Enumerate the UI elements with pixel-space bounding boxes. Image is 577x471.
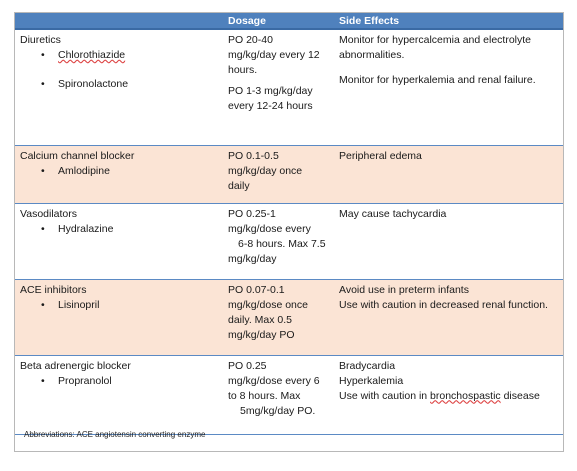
bullet-icon: • [41,374,45,387]
drug-class: Vasodilators [20,207,78,220]
drug-item: • Spironolactone [41,78,129,90]
side-effects-cell: Avoid use in preterm infants Use with caution in decreased renal function. [339,283,548,311]
drug-list [20,374,218,389]
table-row-ace-inhibitors [15,279,563,355]
drug-item: • Hydralazine [41,222,114,235]
table-row-beta-adrenergic-blocker [15,355,563,434]
drug-list [20,298,218,313]
drug-list [20,48,218,92]
drug-item: • Amlodipine [41,164,110,177]
drug-item: • Chlorothiazide [41,49,126,61]
drug-list [20,222,218,237]
table-row-vasodilators [15,203,563,279]
dosage-cell: PO 0.1-0.5 mg/kg/day once daily [228,149,303,192]
bullet-icon: • [41,78,45,90]
bullet-icon: • [41,49,45,61]
bullet-icon: • [41,164,45,177]
medication-table [15,13,563,435]
drug-list [20,164,218,179]
dosage-cell: PO 0.25-1 mg/kg/dose every 6-8 hours. Max 7.5 mg/kg/day [228,207,326,265]
drug-cell [15,29,223,145]
drug-cell [15,145,223,203]
drug-cell [15,355,223,434]
side-effects-cell: May cause tachycardia [339,207,447,220]
drug-class: Calcium channel blocker [20,149,135,162]
header-dosage: Dosage [223,13,334,29]
document-frame [14,12,564,452]
drug-cell [15,203,223,279]
abbreviations-footnote: Abbreviations: ACE angiotensin converting enzyme [24,430,206,439]
spellcheck-word: bronchospastic [430,389,501,402]
header-side-effects: Side Effects [334,13,563,29]
drug-class: Beta adrenergic blocker [20,359,131,372]
bullet-icon: • [41,222,45,235]
header-drug [15,13,223,29]
drug-item: • Lisinopril [41,298,100,311]
side-effects-cell: Peripheral edema [339,149,422,162]
dosage-cell: PO 20-40 mg/kg/day every 12 hours. PO 1-3 mg/kg/day every 12-24 hours [228,34,320,112]
dosage-cell: PO 0.25 mg/kg/dose every 6 to 8 hours. Max 5mg/kg/day PO. [228,359,320,417]
table-row-calcium-channel-blocker [15,145,563,203]
bullet-icon: • [41,298,45,311]
table-header-row [15,13,563,29]
drug-class: Diuretics [20,34,61,46]
side-effects-cell: Monitor for hypercalcemia and electrolyte abnormalities. Monitor for hyperkalemia and renal failure. [339,34,536,86]
drug-item: • Propranolol [41,374,112,387]
side-effects-cell: Bradycardia Hyperkalemia Use with caution in bronchospastic disease [339,359,540,402]
drug-class: ACE inhibitors [20,283,87,296]
table-row-diuretics [15,29,563,145]
drug-cell [15,279,223,355]
dosage-cell: PO 0.07-0.1 mg/kg/dose once daily. Max 0.5 mg/kg/day PO [228,283,308,341]
